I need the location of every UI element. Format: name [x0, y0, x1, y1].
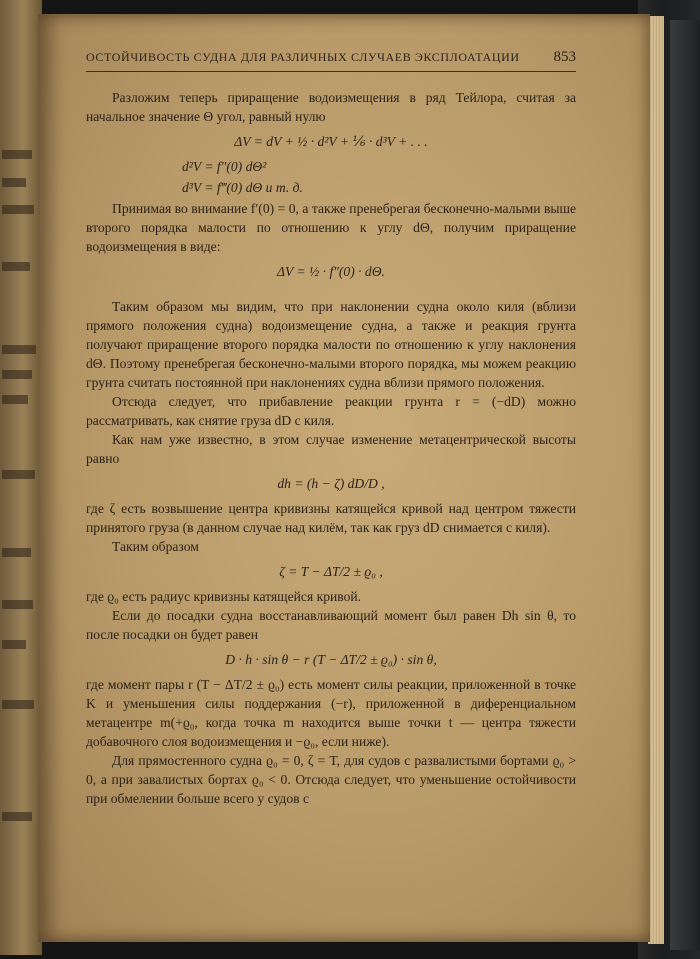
left-page-edge [0, 0, 42, 955]
paragraph: где момент пары r (T − ΔT/2 ± ϱ₀) есть момент силы реакции, приложенной в точке K и уменьшения силы поддержания (−r), приложенной в диференциальном метацентре m(+ϱ₀, когда точка m находится выше точки t — центра тяжести добавочного слоя водоизмещения и −ϱ₀, если ниже). [86, 677, 576, 749]
paragraph: где ζ есть возвышение центра кривизны катящейся кривой над центром тяжести принятого груза (в данном случае над килём, так как груз dD снимается с киля). [86, 501, 576, 535]
formula: ΔV = ½ · f″(0) · dΘ. [277, 264, 385, 279]
paragraph: Таким образом [112, 539, 199, 554]
page-content [86, 48, 576, 808]
page-stack-edge [648, 16, 664, 944]
formula: ΔV = dV + ½ · d²V + ⅙ · d³V + . . . [234, 134, 428, 149]
formula: D · h · sin θ − r (T − ΔT/2 ± ϱ₀) · sin θ, [225, 652, 437, 667]
paragraph: Принимая во внимание f′(0) = 0, а также пренебрегая бесконечно-малыми выше второго порядка малости по отношению к углу dΘ, получим приращение водоизмещения в виде: [86, 201, 576, 254]
paragraph: где ϱ₀ есть радиус кривизны катящейся кривой. [86, 589, 362, 604]
book-cover-edge [670, 20, 700, 950]
paragraph: Для прямостенного судна ϱ₀ = 0, ζ = T, для судов с развалистыми бортами ϱ₀ > 0, а при завалистых бортах ϱ₀ < 0. Отсюда следует, что уменьшение остойчивости при обмелении больше всего у судов с [86, 753, 576, 806]
formula: ζ = T − ΔT/2 ± ϱ₀ , [279, 564, 383, 579]
paragraph: Как нам уже известно, в этом случае изменение метацентрической высоты равно [86, 432, 576, 466]
running-header [86, 48, 576, 72]
paragraph: Если до посадки судна восстанавливающий момент был равен Dh sin θ, то после посадки он будет равен [86, 608, 576, 642]
paragraph: Отсюда следует, что прибавление реакции грунта r = (−dD) можно рассматривать, как снятие груза dD с киля. [86, 394, 576, 428]
paragraph: Таким образом мы видим, что при наклонении судна около киля (вблизи прямого положения судна) водоизмещение судна, а также и реакция грунта получают приращение второго порядка малости по отношению к углу наклонения dΘ. Поэтому пренебрегая бесконечно-малыми второго порядка, мы можем реакцию грунта считать постоянной при наклонениях судна вблизи прямого положения. [86, 299, 576, 390]
formula: dh = (h − ζ) dD/D , [277, 476, 385, 491]
formula: d²V = f″(0) dΘ² [182, 159, 267, 174]
formula: d³V = f‴(0) dΘ и т. д. [182, 180, 303, 195]
header-title: ОСТОЙЧИВОСТЬ СУДНА ДЛЯ РАЗЛИЧНЫХ СЛУЧАЕВ ЭКСПЛОАТАЦИИ [86, 50, 520, 64]
page-number: 853 [553, 49, 576, 65]
paragraph: Разложим теперь приращение водоизмещения в ряд Тейлора, считая за начальное значение Θ угол, равный нулю [86, 90, 576, 124]
